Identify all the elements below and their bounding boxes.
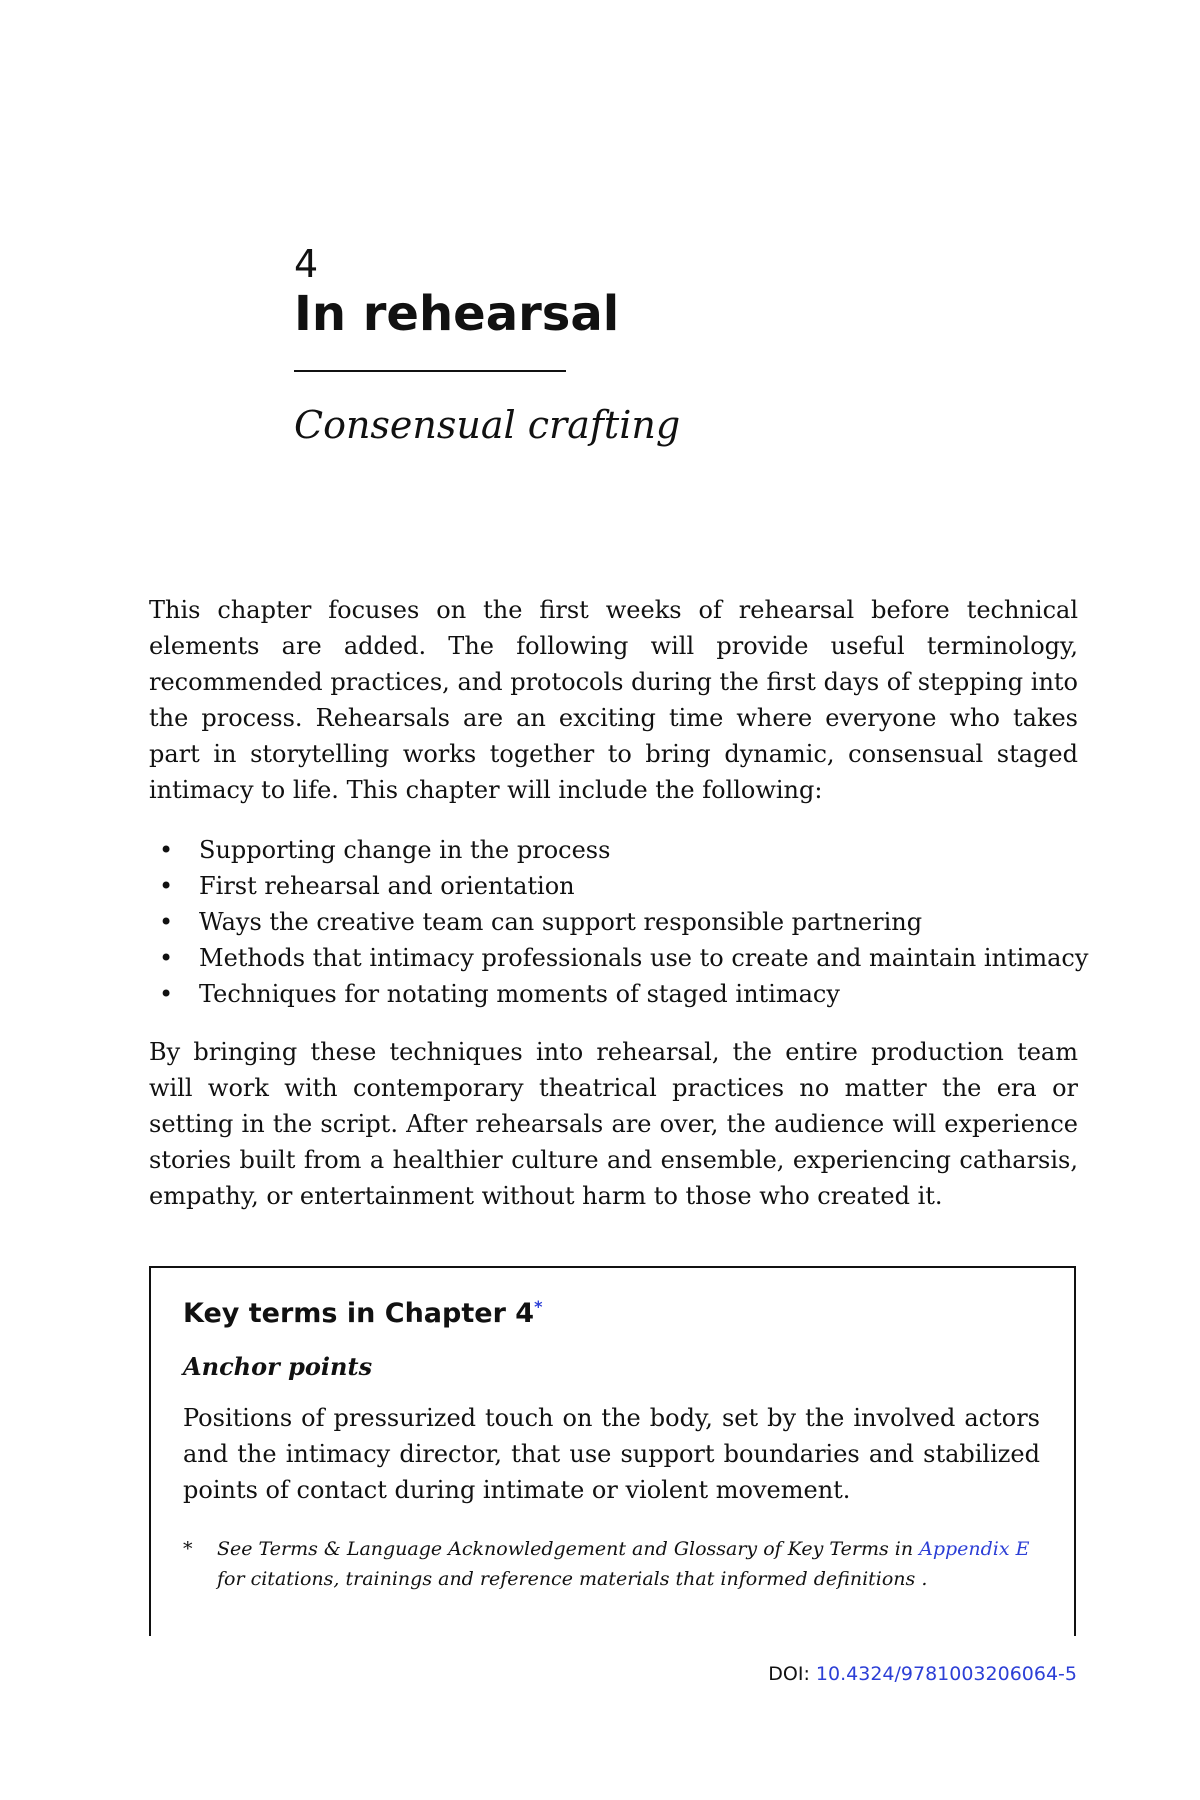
- bullet-icon: •: [159, 944, 174, 972]
- doi-line: [768, 1662, 1077, 1686]
- key-terms-box: [149, 1266, 1076, 1636]
- chapter-title: In rehearsal: [294, 286, 620, 342]
- list-item: [149, 904, 1078, 940]
- bullet-icon: •: [159, 872, 174, 900]
- footnote-star: *: [183, 1538, 193, 1560]
- doi-link[interactable]: 10.4324/9781003206064-5: [815, 1663, 1077, 1685]
- term-definition: Positions of pressurized touch on the body, set by the involved actors and the intimacy director, that use support boundaries and stabilized points of contact during intimate or violent movement.: [183, 1404, 1040, 1504]
- list-item-text: Ways the creative team can support responsible partnering: [199, 908, 923, 936]
- list-item: [149, 832, 1078, 868]
- chapter-body: [149, 592, 1089, 1214]
- footnote-reference-link[interactable]: *: [534, 1297, 543, 1316]
- footnote-text-before: See Terms & Language Acknowledgement and Glossary of Key Terms in: [217, 1538, 920, 1560]
- bullet-icon: •: [159, 836, 174, 864]
- list-item: [149, 940, 1089, 976]
- appendix-e-link[interactable]: Appendix E: [919, 1538, 1030, 1560]
- key-terms-heading: [183, 1294, 1040, 1334]
- list-item-text: Methods that intimacy professionals use to create and maintain intimacy: [199, 944, 1089, 972]
- list-item-text: Supporting change in the process: [199, 836, 611, 864]
- key-terms-heading-text: Key terms in Chapter 4: [183, 1298, 535, 1329]
- chapter-number: 4: [294, 242, 319, 286]
- chapter-contents-list: [149, 832, 1089, 1012]
- list-item-text: Techniques for notating moments of staged intimacy: [199, 980, 840, 1008]
- closing-paragraph: By bringing these techniques into rehearsal, the entire production team will work with contemporary theatrical practices no matter the era or setting in the script. After rehearsals are over, the audience will experience stories built from a healthier culture and ensemble, experiencing catharsis, empathy, or entertainment without harm to those who created it.: [149, 1038, 1078, 1210]
- title-divider: [294, 370, 566, 372]
- list-item: [149, 976, 1078, 1012]
- intro-paragraph: This chapter focuses on the first weeks of rehearsal before technical elements are added. The following will provide useful terminology, recommended practices, and protocols during the first days of stepping into the process. Rehearsals are an exciting time where everyone who takes part in storytelling works together to bring dynamic, consensual staged intimacy to life. This chapter will include the following:: [149, 596, 1078, 804]
- doi-label: DOI:: [768, 1663, 816, 1685]
- footnote: [183, 1534, 1040, 1594]
- bullet-icon: •: [159, 980, 174, 1008]
- list-item: [149, 868, 1078, 904]
- term-name: Anchor points: [183, 1352, 373, 1381]
- chapter-header: [294, 244, 694, 448]
- chapter-subtitle: Consensual crafting: [294, 403, 681, 447]
- bullet-icon: •: [159, 908, 174, 936]
- footnote-text-after: for citations, trainings and reference materials that informed definitions .: [217, 1568, 928, 1590]
- list-item-text: First rehearsal and orientation: [199, 872, 575, 900]
